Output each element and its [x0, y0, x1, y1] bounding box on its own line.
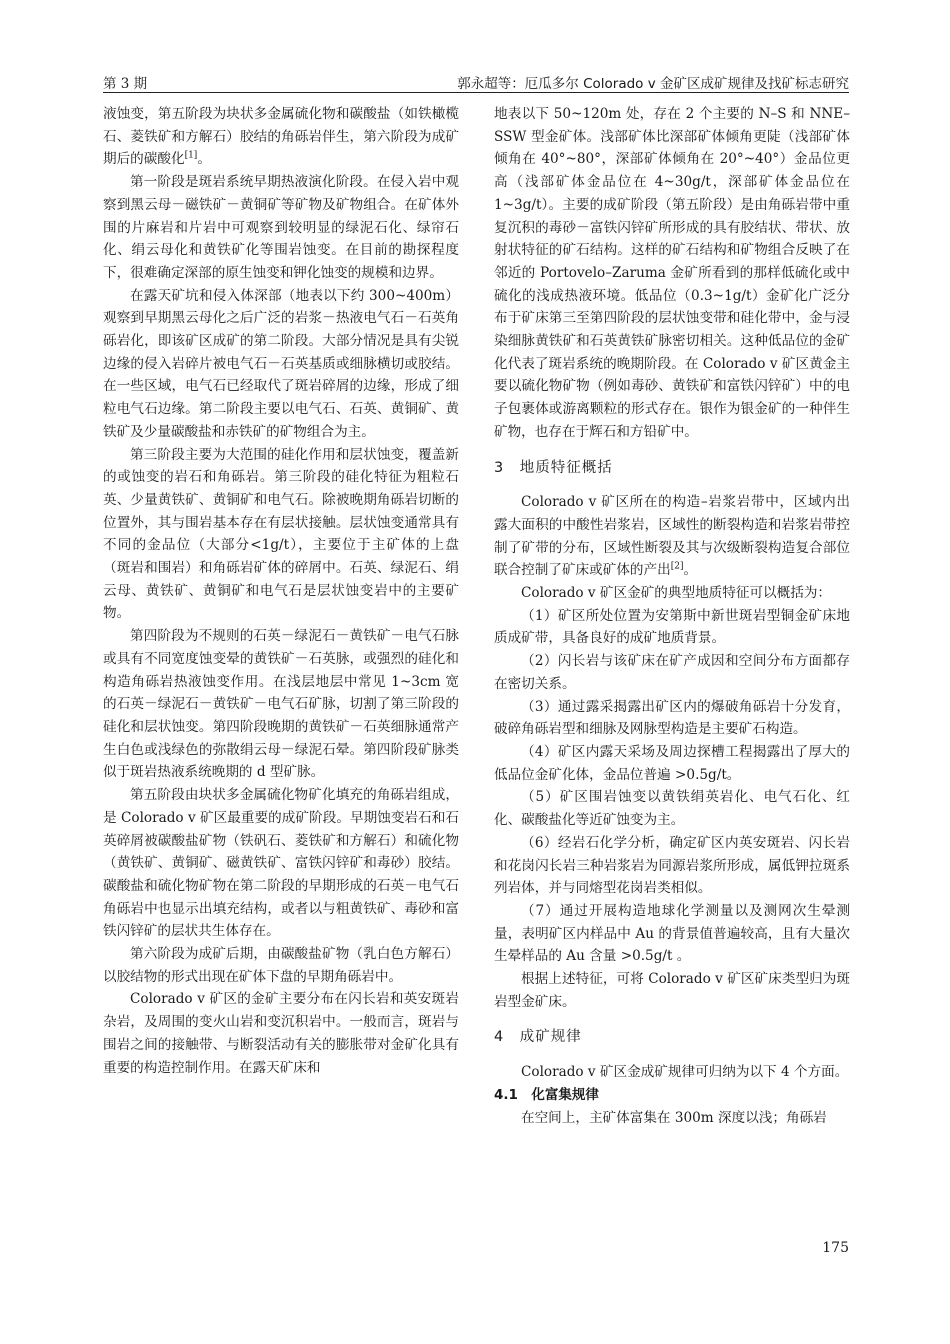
paragraph [494, 696, 850, 741]
paragraph [103, 988, 459, 1079]
paragraph-text: （7）通过开展构造地球化学测量以及测网次生晕测量，表明矿区内样品中 Au 的背景值普遍较高，且有大量次生晕样品的 Au 含量 >0.5g/t 。 [494, 902, 850, 965]
paragraph [103, 171, 459, 285]
paragraph-text: 第五阶段由块状多金属硫化物矿化填充的角砾岩组成，是 Colorado v 矿区最重要的成矿阶段。早期蚀变岩石和石英碎屑被碳酸盐矿物（铁矾石、菱铁矿和方解石）和硫化物（黄铁矿、黄铜矿、磁黄铁矿、富铁闪锌矿和毒砂）胶结。碳酸盐和硫化物矿物在第二阶段的早期形成的石英－电气石角砾岩中也显示出填充结构，或者以与粗黄铁矿、毒砂和富铁闪锌矿的层状共生体存在。 [103, 787, 459, 940]
paragraph-text: 第四阶段为不规则的石英－绿泥石－黄铁矿－电气石脉或具有不同宽度蚀变晕的黄铁矿－石英脉，或强烈的硅化和构造角砾岩热液蚀变作用。在浅层地层中常见 1~3cm 宽的石英－绿泥石－黄铁矿－电气石矿脉，切割了第三阶段的硅化和层状蚀变。第四阶段晚期的黄铁矿－石英细脉通常产生白色或浅绿色的弥散绢云母－绿泥石晕。第四阶段矿脉类似于斑岩热液系统晚期的 d 型矿脉。 [103, 628, 459, 781]
right-column [494, 103, 850, 1129]
paragraph-text: （1）矿区所处位置为安第斯中新世斑岩型铜金矿床地质成矿带，具备良好的成矿地质背景。 [494, 607, 850, 647]
paragraph [103, 625, 459, 784]
paragraph-text: （5）矿区围岩蚀变以黄铁绢英岩化、电气石化、红化、碳酸盐化等近矿蚀变为主。 [494, 789, 850, 829]
section-heading [494, 1026, 850, 1049]
article-running-title: 郭永超等：厄瓜多尔 Colorado v 金矿区成矿规律及找矿标志研究 [457, 76, 849, 92]
paragraph-text: 4.1 化富集规律 [494, 1086, 599, 1103]
citation-ref: [2] [670, 561, 684, 572]
paragraph [103, 444, 459, 626]
paragraph-text: 在空间上，主矿体富集在 300m 深度以浅；角砾岩 [521, 1109, 827, 1126]
paragraph [494, 786, 850, 831]
paragraph-text: 根据上述特征，可将 Colorado v 矿区矿床类型归为斑岩型金矿床。 [494, 971, 850, 1010]
paragraph-text: Colorado v 矿区所在的构造–岩浆岩带中，区域内出露大面积的中酸性岩浆岩，区域性的断裂构造和岩浆岩带控制了矿带的分布，区域性断裂及其与次级断裂构造复合部位联合控制了矿床或矿体的产出 [494, 494, 850, 579]
page-number: 175 [822, 1240, 849, 1256]
paragraph-text: Colorado v 矿区金矿的典型地质特征可以概括为： [521, 585, 832, 602]
paragraph-text: Colorado v 矿区金成矿规律可归纳为以下 4 个方面。 [521, 1064, 849, 1081]
paragraph-text: Colorado v 矿区的金矿主要分布在闪长岩和英安斑岩杂岩，及周围的变火山岩和变沉积岩中。一般而言，斑岩与围岩之间的接触带、与断裂活动有关的膨胀带对金矿化具有重要的构造控制作用。在露天矿床和 [103, 991, 459, 1076]
paragraph-text: 第六阶段为成矿后期，由碳酸盐矿物（乳白色方解石）以胶结物的形式出现在矿体下盘的早期角砾岩中。 [103, 946, 459, 985]
paragraph-text: 在露天矿坑和侵入体深部（地表以下约 300~400m）观察到早期黑云母化之后广泛的岩浆－热液电气石－石英角砾岩化，即该矿区成矿的第二阶段。大部分情况是具有尖锐边缘的侵入岩碎片被电气石－石英基质或细脉横切或胶结。在一些区域，电气石已经取代了斑岩碎屑的边缘，形成了细粒电气石边缘。第二阶段主要以电气石、石英、黄铜矿、黄铁矿及少量碳酸盐和赤铁矿的矿物组合为主。 [103, 287, 459, 440]
paragraph-text: 液蚀变，第五阶段为块状多金属硫化物和碳酸盐（如铁橄榄石、菱铁矿和方解石）胶结的角砾岩伴生，第六阶段为成矿期后的碳酸化 [103, 106, 459, 168]
paragraph-text: 地表以下 50~120m 处，存在 2 个主要的 N–S 和 NNE– SSW 型金矿体。浅部矿体比深部矿体倾角更陡（浅部矿体倾角在 40°~80°，深部矿体倾角在 20°~40°）金品位更高（浅部矿体金品位在 4~30g/t，深部矿体金品位在 1~3g/t）。主要的成矿阶段（第五阶段）是由角砾岩带中重复沉积的毒砂－富铁闪锌矿所形成的具有胶结状、带状、放射状特征的矿石结构。这样的矿石结构和矿物组合反映了在邻近的 Portovelo–Zaruma 金矿所看到的那样低硫化或中硫化的浅成热液环境。低品位（0.3~1g/t）金矿化广泛分布于矿床第三至第四阶段的层状蚀变带和硅化带中，金与浸染细脉黄铁矿和石英黄铁矿脉密切相关。这种低品位的金矿化代表了斑岩系统的晚期阶段。在 Colorado v 矿区黄金主要以硫化物矿物（例如毒砂、黄铁矿和富铁闪锌矿）中的电子包裹体或游离颗粒的形式存在。银作为银金矿的一种伴生矿物，也存在于辉石和方铅矿中。 [494, 106, 850, 440]
paragraph [103, 285, 459, 444]
paragraph [103, 784, 459, 943]
punctuation: 。 [197, 151, 211, 168]
paragraph-text: （2）闪长岩与该矿床在矿产成因和空间分布方面都存在密切关系。 [494, 653, 850, 692]
paragraph-text: （6）经岩石化学分析，确定矿区内英安斑岩、闪长岩和花岗闪长岩三种岩浆岩为同源岩浆所形成，属低钾拉斑系列岩体，并与同熔型花岗岩类相似。 [494, 834, 850, 897]
paragraph [494, 1107, 850, 1130]
issue-number: 第 3 期 [103, 76, 148, 92]
paragraph-text: 4 成矿规律 [494, 1029, 582, 1046]
paragraph-text: 第一阶段是斑岩系统早期热液演化阶段。在侵入岩中观察到黑云母－磁铁矿－黄铜矿等矿物及矿物组合。在矿体外围的片麻岩和片岩中可观察到较明显的绿泥石化、绿帘石化、绢云母化和黄铁矿化等围岩蚀变。在目前的勘探程度下，很难确定深部的原生蚀变和钾化蚀变的规模和边界。 [103, 174, 459, 281]
paragraph [494, 741, 850, 786]
paragraph [494, 650, 850, 695]
paragraph-text: 3 地质特征概括 [494, 459, 613, 476]
paragraph [103, 943, 459, 988]
paragraph [494, 900, 850, 968]
paragraph-text: （3）通过露采揭露出矿区内的爆破角砾岩十分发育，破碎角砾岩型和细脉及网脉型构造是主要矿石构造。 [494, 698, 850, 738]
paragraph [494, 1061, 850, 1084]
paragraph [103, 103, 459, 171]
subsection-heading [494, 1084, 850, 1107]
paragraph [494, 582, 850, 605]
left-column [103, 103, 459, 1079]
paragraph [494, 491, 850, 582]
citation-ref: [1] [184, 150, 198, 161]
section-heading [494, 457, 850, 480]
paragraph [494, 832, 850, 900]
paragraph-text: 第三阶段主要为大范围的硅化作用和层状蚀变，覆盖新的或蚀变的岩石和角砾岩。第三阶段的硅化特征为粗粒石英、少量黄铁矿、黄铜矿和电气石。除被晚期角砾岩切断的位置外，其与围岩基本存在有层状接触。层状蚀变通常具有不同的金品位（大部分<1g/t），主要位于主矿体的上盘（斑岩和围岩）和角砾岩矿体的碎屑中。石英、绿泥石、绢云母、黄铁矿、黄铜矿和电气石是层状蚀变岩中的主要矿物。 [103, 446, 459, 622]
paragraph [494, 605, 850, 650]
running-header [103, 70, 849, 93]
punctuation: 。 [683, 562, 698, 579]
paragraph-text: （4）矿区内露天采场及周边探槽工程揭露出了厚大的低品位金矿化体，金品位普遍 >0.5g/t。 [494, 743, 850, 783]
paragraph [494, 968, 850, 1013]
paragraph [494, 103, 850, 444]
